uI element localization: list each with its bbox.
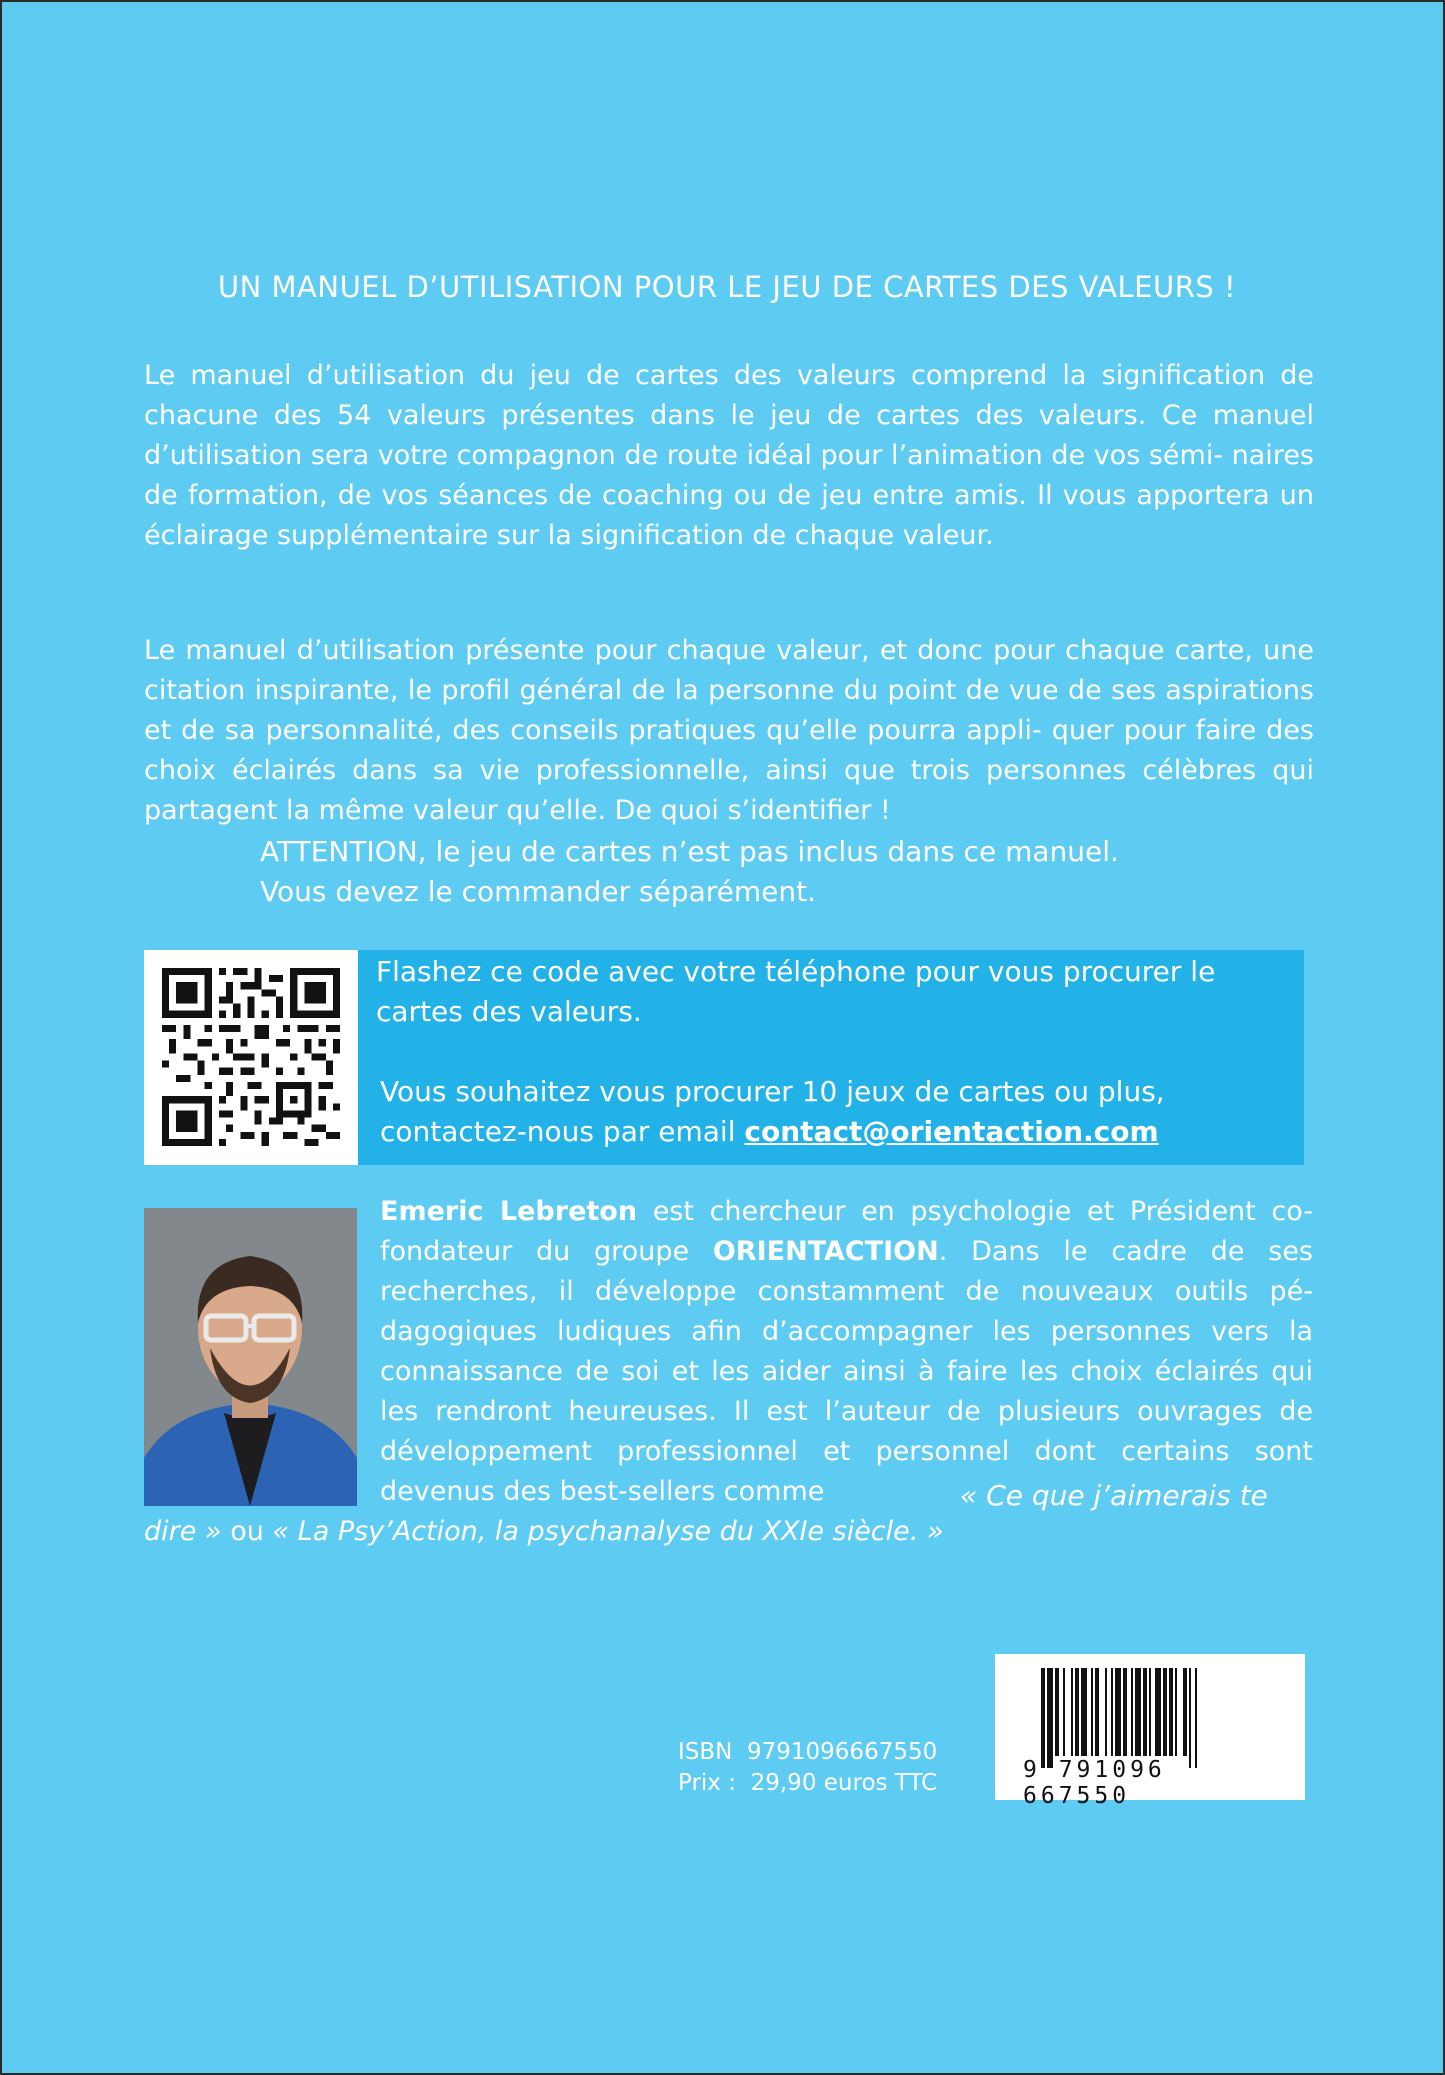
author-bio [380,1192,1313,1512]
book-quote-1-end: dire » [144,1516,222,1547]
contact-line [380,1112,1300,1152]
author-bio-text-2: . Dans le cadre de ses recherches, il développe constamment de nouveaux outils pé- dagogiques ludiques afin d’accompagner les personnes vers la connaissance de soi et les aider ainsi à faire les choix éclairés qui les rendront heureuses. Il est l’auteur de plusieurs ouvrages de développement professionnel et personnel dont certains sont devenus des best-sellers comme [380,1236,1313,1507]
price-value: 29,90 euros TTC [750,1770,938,1796]
book-quote-2: « La Psy’Action, la psychanalyse du XXIe siècle. » [272,1516,944,1547]
barcode-bar [1189,1668,1191,1768]
attention-notice [260,832,1260,912]
company-name: ORIENTACTION [712,1236,939,1267]
barcode-bar [1135,1668,1141,1756]
barcode-bar [1175,1668,1177,1756]
connector: ou [221,1516,273,1547]
barcode-digits: 9 791096 667550 [1023,1757,1166,1809]
qr-code-icon [162,968,340,1146]
barcode-bar [1183,1668,1187,1756]
qr-code[interactable] [144,950,358,1165]
contact-email-link[interactable]: contact@orientaction.com [744,1115,1159,1148]
barcode-bar [1169,1668,1173,1756]
barcode-bar [1111,1668,1113,1756]
barcode-bar [1155,1668,1161,1756]
barcode-bar [1095,1668,1099,1756]
price-line [678,1768,998,1799]
author-name: Emeric Lebreton [380,1196,638,1227]
price-label: Prix : [678,1770,736,1796]
barcode [995,1654,1305,1809]
description-paragraph-2: Le manuel d’utilisation présente pour chaque valeur, et donc pour chaque carte, une citation inspirante, le profil général de la personne du point de vue de ses aspirations et de sa personnalité, des conseils pratiques qu’elle pourra appli- quer pour faire des choix éclairés dans sa vie professionnelle, ainsi que trois personnes célèbres qui partagent la même valeur qu’elle. De quoi s’identifier ! [144,635,1314,826]
barcode-bar [1063,1668,1065,1756]
author-portrait-icon [144,1208,357,1506]
contact-prefix: contactez-nous par email [380,1115,745,1148]
isbn-line [678,1737,998,1768]
barcode-bar [1123,1668,1127,1756]
isbn-label: ISBN [678,1739,733,1765]
bulk-order-text [380,1072,1300,1152]
headline: UN MANUEL D’UTILISATION POUR LE JEU DE CARTES DES VALEURS ! [217,270,1237,304]
description-paragraph-1: Le manuel d’utilisation du jeu de cartes des valeurs comprend la signification de chacune des 54 valeurs présentes dans le jeu de cartes des valeurs. Ce manuel d’utilisation sera votre compagnon de route idéal pour l’animation de vos sémi- naires de formation, de vos séances de coaching ou de jeu entre amis. Il vous apportera un éclairage supplémentaire sur la signification de chaque valeur. [144,360,1314,551]
book-quote-1-start: « Ce que j’aimerais te [960,1479,1268,1512]
isbn-value: 9791096667550 [747,1739,938,1765]
barcode-bar [1041,1668,1045,1768]
author-photo [144,1208,357,1506]
barcode-bar [1071,1668,1073,1756]
qr-order-section [144,950,1304,1165]
barcode-bar [1081,1668,1087,1756]
barcode-bar [1115,1668,1121,1756]
barcode-bar [1195,1668,1197,1768]
author-bio-text-1: est chercheur en psychologie et Président co-fondateur du groupe [380,1196,1313,1267]
qr-instruction-text: Flashez ce code avec votre téléphone pour vous procurer le cartes des valeurs. [376,955,1216,1028]
author-bio-books [144,1512,1314,1552]
barcode-bar [1131,1668,1133,1756]
barcode-bar [1149,1668,1151,1756]
attention-line-1: ATTENTION, le jeu de cartes n’est pas inclus dans ce manuel. [260,835,1119,868]
barcode-bar [1143,1668,1147,1756]
barcode-bar [1075,1668,1079,1756]
barcode-bar [1047,1668,1053,1768]
bulk-order-line: Vous souhaitez vous procurer 10 jeux de cartes ou plus, [380,1075,1165,1108]
barcode-bar [1105,1668,1107,1756]
isbn-price-block [678,1737,998,1799]
barcode-bar [1163,1668,1167,1756]
barcode-bar [1055,1668,1059,1756]
barcode-bar [1091,1668,1093,1756]
attention-line-2: Vous devez le commander séparément. [260,875,817,908]
